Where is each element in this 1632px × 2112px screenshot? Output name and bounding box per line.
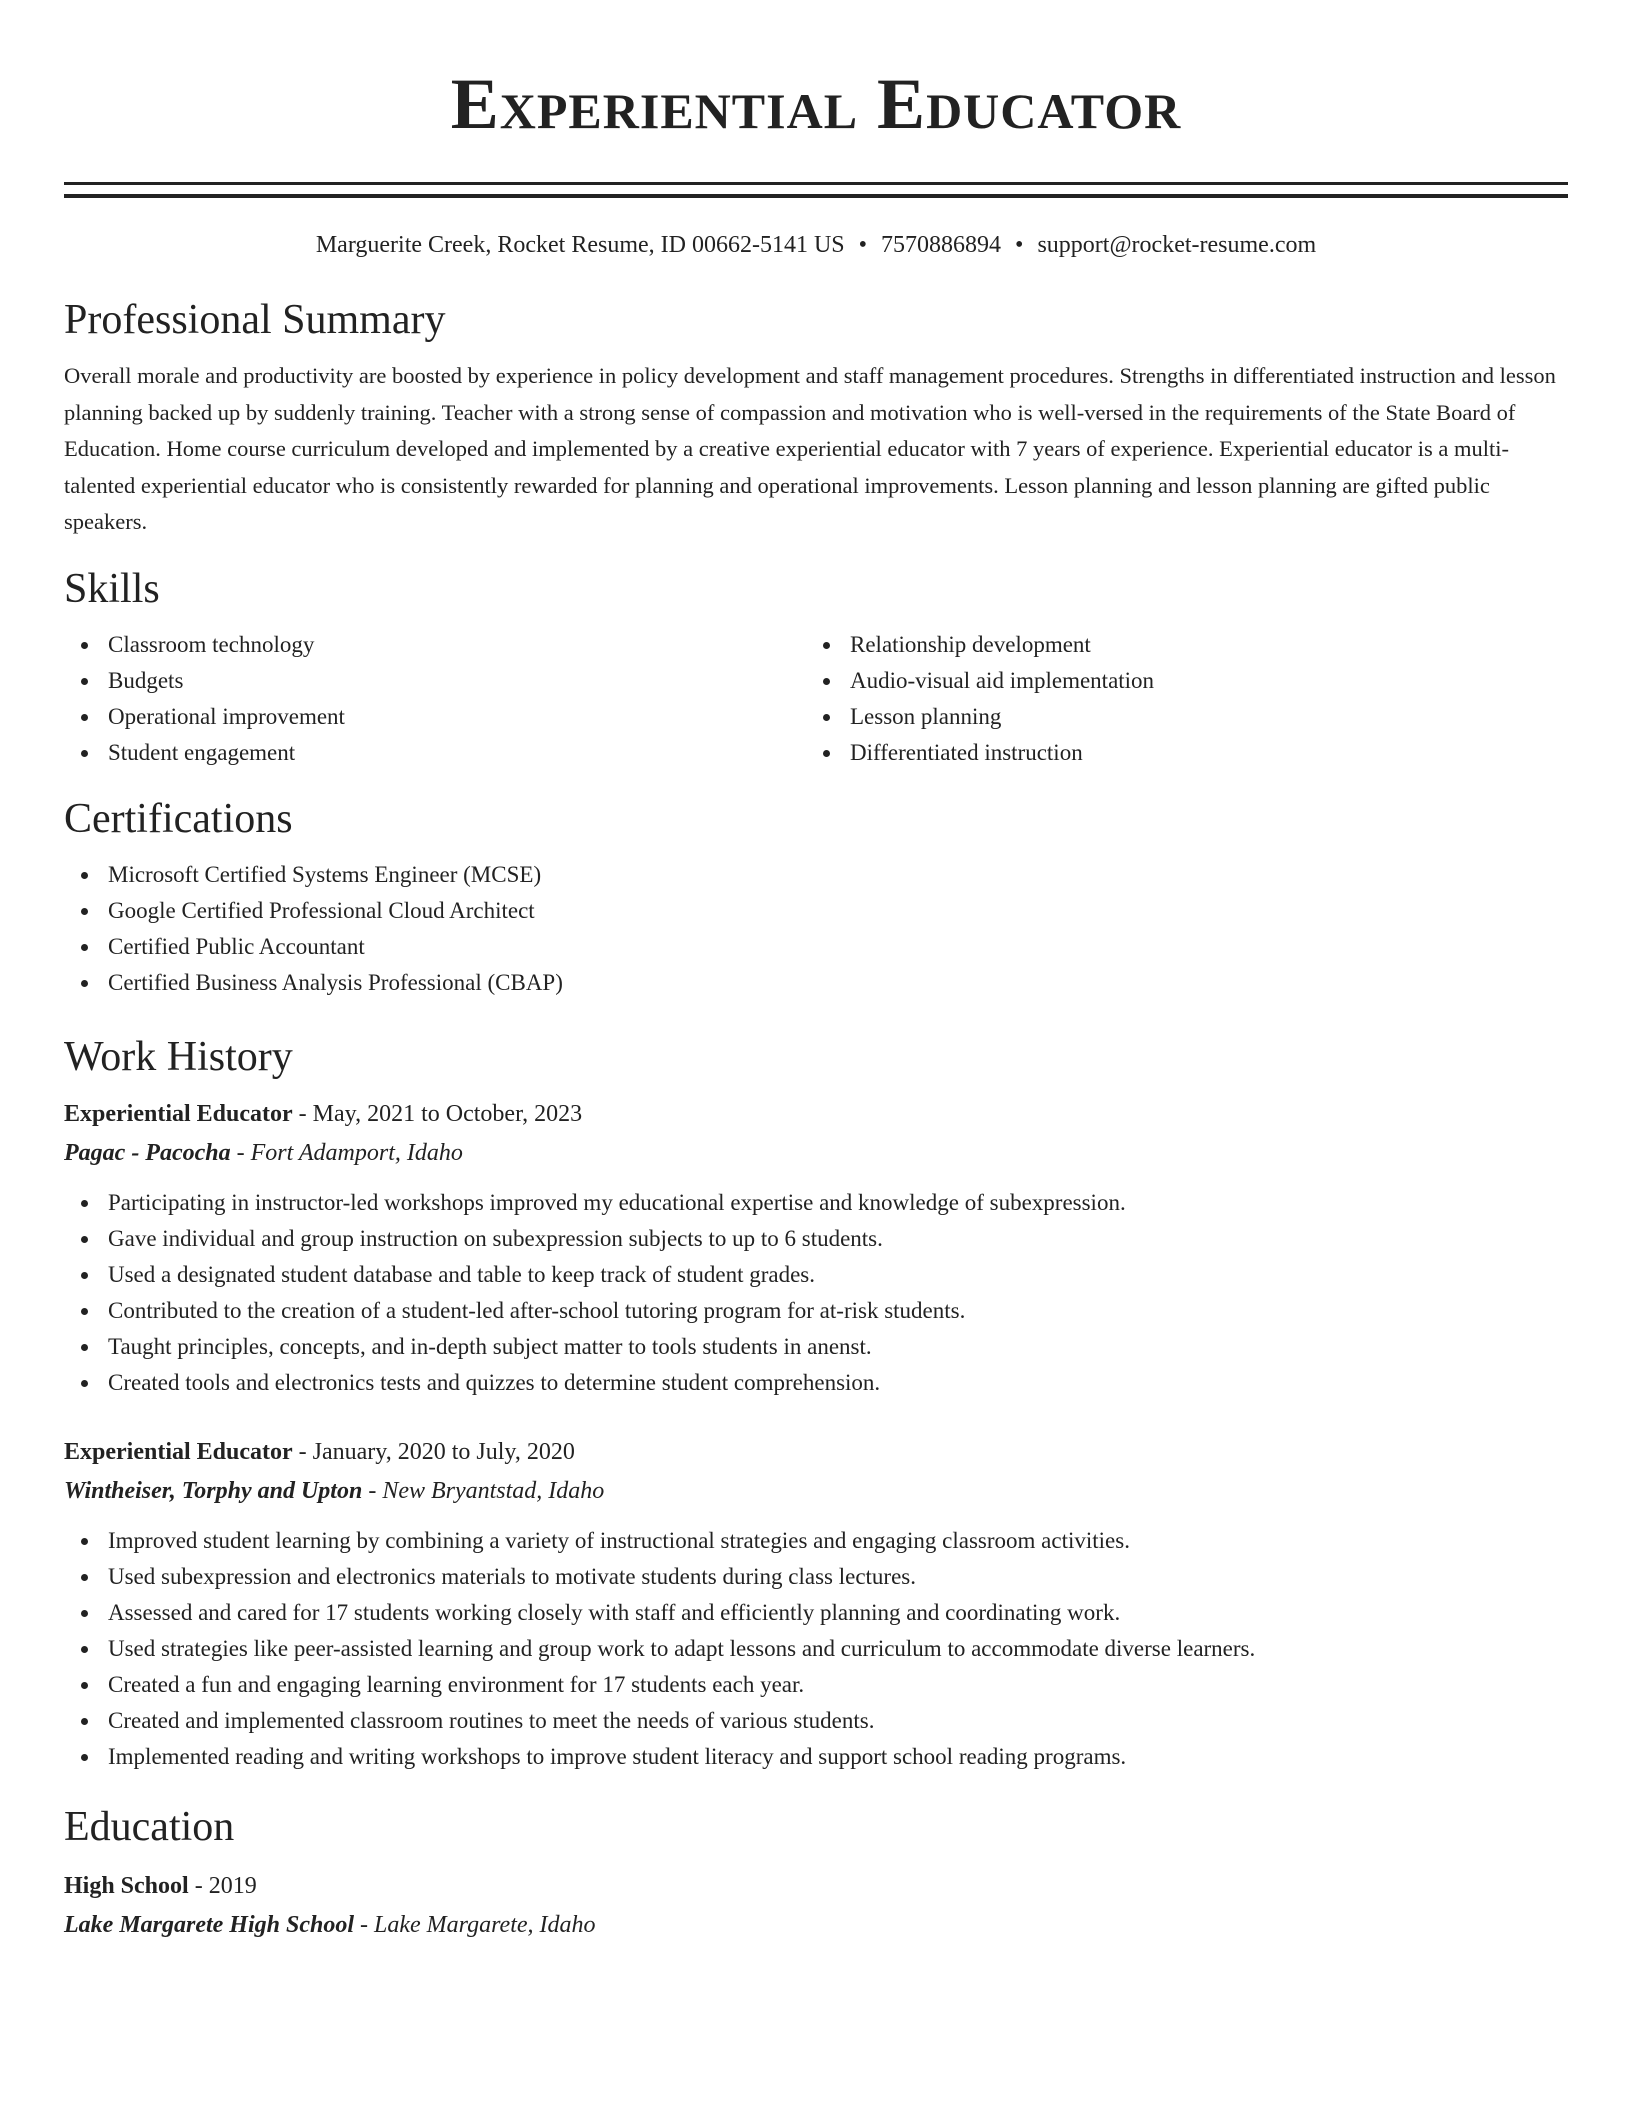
contact-phone: 7570886894 [881, 232, 1002, 258]
contact-line [64, 228, 1568, 262]
job-company-line [64, 1471, 1568, 1511]
job-company-line [64, 1133, 1568, 1173]
certification-item: Certified Public Accountant [64, 929, 1568, 965]
job-role: Experiential Educator [64, 1100, 293, 1127]
job-location: Fort Adamport, Idaho [250, 1139, 463, 1166]
skill-item: Relationship development [806, 627, 1548, 663]
education-entry [64, 1867, 1568, 1945]
summary-heading: Professional Summary [64, 297, 446, 343]
job-duty: Gave individual and group instruction on subexpression subjects to up to 6 students. [64, 1221, 1568, 1257]
contact-separator: • [1015, 232, 1024, 258]
job-duty: Taught principles, concepts, and in-depth subject matter to tools students in anenst. [64, 1329, 1568, 1365]
resume-name: Experiential Educator [450, 64, 1182, 144]
certification-item: Google Certified Professional Cloud Architect [64, 893, 1568, 929]
job-duty: Created and implemented classroom routines to meet the needs of various students. [64, 1703, 1568, 1739]
certifications-heading: Certifications [64, 795, 293, 842]
skills-column-right [806, 627, 1548, 771]
job-title-line [64, 1433, 1568, 1471]
job-entry [64, 1433, 1568, 1775]
education-school: Lake Margarete High School [64, 1911, 355, 1938]
job-company: Pagac - Pacocha [64, 1139, 231, 1166]
skills-column-left [64, 627, 806, 771]
skill-item: Student engagement [64, 735, 806, 771]
education-location: Lake Margarete, Idaho [374, 1911, 596, 1938]
job-duty: Participating in instructor-led workshops improved my educational expertise and knowledge of subexpression. [64, 1185, 1568, 1221]
education-year: 2019 [208, 1872, 257, 1899]
summary-text: Overall morale and productivity are boosted by experience in policy development and staff management procedures. Strengths in differentiated instruction and lesson planning backed up by suddenly training. Teacher with a strong sense of compassion and motivation who is well-versed in the requirements of the State Board of Education. Home course curriculum developed and implemented by a creative experiential educator with 7 years of experience. Experiential educator is a multi-talented experiential educator who is consistently rewarded for planning and operational improvements. Lesson planning and lesson planning are gifted public speakers. [64, 363, 1556, 534]
job-location: New Bryantstad, Idaho [382, 1477, 605, 1504]
education-school-line [64, 1905, 1568, 1945]
job-duty: Created a fun and engaging learning environment for 17 students each year. [64, 1667, 1568, 1703]
job-title-line [64, 1095, 1568, 1133]
job-duty: Contributed to the creation of a student-led after-school tutoring program for at-risk students. [64, 1293, 1568, 1329]
job-entry [64, 1095, 1568, 1401]
skill-item: Budgets [64, 663, 806, 699]
job-duty: Used strategies like peer-assisted learning and group work to adapt lessons and curriculum to accommodate diverse learners. [64, 1631, 1568, 1667]
skill-item: Lesson planning [806, 699, 1548, 735]
education-dash: - [354, 1911, 375, 1938]
education-degree: High School [64, 1872, 189, 1899]
contact-email: support@rocket-resume.com [1037, 232, 1317, 258]
skill-item: Classroom technology [64, 627, 806, 663]
certifications-list [64, 857, 1568, 1001]
job-dates: January, 2020 to July, 2020 [312, 1438, 575, 1465]
job-dash: - [230, 1139, 251, 1166]
job-duty: Improved student learning by combining a variety of instructional strategies and engaging classroom activities. [64, 1523, 1568, 1559]
job-duties-list [64, 1185, 1568, 1401]
education-heading: Education [64, 1803, 235, 1850]
skill-item: Audio-visual aid implementation [806, 663, 1548, 699]
job-duty: Assessed and cared for 17 students working closely with staff and efficiently planning and coordinating work. [64, 1595, 1568, 1631]
contact-separator: • [858, 232, 868, 258]
job-role: Experiential Educator [64, 1438, 293, 1465]
skills-list [64, 627, 1568, 771]
education-dash: - [188, 1872, 209, 1899]
job-duty: Created tools and electronics tests and quizzes to determine student comprehension. [64, 1365, 1568, 1401]
skills-heading: Skills [64, 565, 160, 612]
work-history-heading: Work History [64, 1033, 293, 1080]
job-duty: Used a designated student database and table to keep track of student grades. [64, 1257, 1568, 1293]
header-divider [64, 182, 1568, 198]
certification-item: Microsoft Certified Systems Engineer (MCSE) [64, 857, 1568, 893]
contact-address: Marguerite Creek, Rocket Resume, ID 00662-5141 US [315, 232, 845, 258]
job-dash: - [292, 1438, 313, 1465]
skill-item: Operational improvement [64, 699, 806, 735]
job-company: Wintheiser, Torphy and Upton [64, 1477, 363, 1504]
skill-item: Differentiated instruction [806, 735, 1548, 771]
job-dash: - [292, 1100, 313, 1127]
job-duty: Used subexpression and electronics materials to motivate students during class lectures. [64, 1559, 1568, 1595]
job-duties-list [64, 1523, 1568, 1775]
job-dash: - [362, 1477, 383, 1504]
certification-item: Certified Business Analysis Professional (CBAP) [64, 965, 1568, 1001]
education-degree-line [64, 1867, 1568, 1905]
job-dates: May, 2021 to October, 2023 [312, 1100, 583, 1127]
job-duty: Implemented reading and writing workshops to improve student literacy and support school reading programs. [64, 1739, 1568, 1775]
